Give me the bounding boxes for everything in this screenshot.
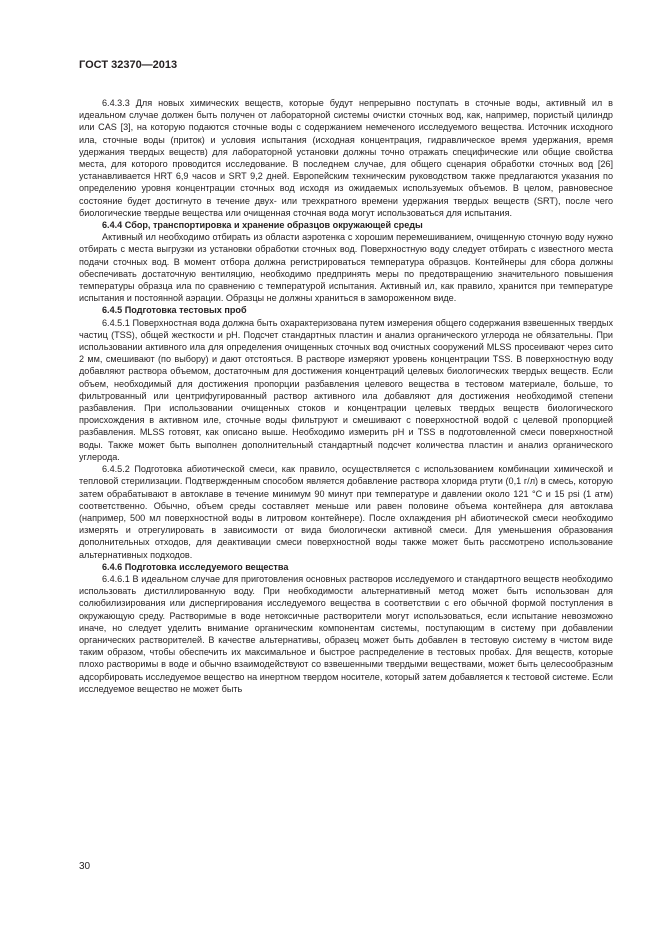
paragraph-6-4-6-1: 6.4.6.1 В идеальном случае для приготовления основных растворов исследуемого и стандартного веществ необходимо использовать дистиллированную воду. При необходимости альтернативный метод может быть использован для солюбилизирования или диспергирования исследуемого вещества в соответствии с его обычной формой поступления в окружающую среду. Растворимые в воде нетоксичные растворители могут использоваться, если испытание невозможно иначе, но следует уделить внимание органическим компонентам системы, поступающим в систему при добавлении органических растворителей. В качестве альтернативы, образец может быть добавлен в тестовую систему в чистом виде таким образом, чтобы обеспечить их максимальное и быстрое распределение в тестовых пробах. Для веществ, которые плохо растворимы в воде и обычно взаимодействуют со взвешенными твердыми веществами, может быть целесообразным адсорбировать исследуемое вещество на инертном твердом носителе, который затем добавляется к тестовой системе. Если исследуемое вещество не может быть <box>79 573 613 694</box>
paragraph-6-4-5-2: 6.4.5.2 Подготовка абиотической смеси, как правило, осуществляется с использованием комбинации химической и тепловой стерилизации. Подтвержденным способом является добавление раствора хлорида ртути (0,1 г/л) в смесь, которую затем обрабатывают в автоклаве в течение минимум 90 минут при температуре и давлении около 121 °С и 15 psi (1 атм) соответственно. Обычно, объем среды составляет меньше или равен половине объема контейнера для автоклава (например, 500 мл поверхностной воды в литровом контейнере). После охлаждения pH абиотической смеси необходимо измерять и отрегулировать в зависимости от вида биологически активной смеси. Для уменьшения образования дополнительных отходов, для деактивации смеси поверхностной воды также может быть рассмотрено использование альтернативных подходов. <box>79 464 613 560</box>
page-body <box>79 97 613 695</box>
heading-6-4-6: 6.4.6 Подготовка исследуемого вещества <box>102 561 289 572</box>
paragraph-6-4-4: Активный ил необходимо отбирать из области аэротенка с хорошим перемешиванием, очищенную сточную воду нужно отбирать с места выгрузки из установки обработки сточных вод. Поверхностную воду следует отбирать с известного места подачи сточных вод. В момент отбора должна регистрироваться температура образцов. Контейнеры для сбора должны обеспечивать достаточную вентиляцию, необходимо предпринять меры по предотвращению значительного повышения температуры образца ила по сравнению с температурой испытания. Активный ил, как правило, хранится при температуре испытания и постоянной аэрации. Образцы не должны храниться в замороженном виде. <box>79 232 613 304</box>
paragraph-6-4-5-1: 6.4.5.1 Поверхностная вода должна быть охарактеризована путем измерения общего содержания взвешенных твердых частиц (TSS), общей жесткости и pH. Подсчет стандартных пластин и анализ органического углерода не обязательны. При использовании активного ила для определения очищенных сточных вод очистных сооружений MLSS просеивают через сито 2 мм, смешивают (по выбору) и дают отстояться. В растворе измеряют уровень концентрации TSS. В поверхностную воду добавляют раствора объемом, достаточным для достижения концентраций целевых биологических твердых веществ. Если объем, необходимый для достижения пропорции разбавления целевого вещества в тестовом материале, больше, то фильтрованный или центрифугированный раствор активного ила добавляют для достижения необходимой степени разбавления. При использовании очищенных стоков и концентрации целевых твердых веществ биологического происхождения в активном иле, сточные воды фильтруют и смешивают с поверхностной водой с целевой пропорцией разбавления. MLSS готовят, как описано выше. Необходимо измерить pH и TSS в подготовленной смеси поверхностной воды. Также может быть выполнен дополнительный стандартный подсчет количества пластин и анализ органического углерода. <box>79 317 613 462</box>
page-footer <box>79 861 90 872</box>
page-number: 30 <box>79 861 91 872</box>
document-header <box>79 59 177 71</box>
heading-6-4-4: 6.4.4 Сбор, транспортировка и хранение образцов окружающей среды <box>102 220 423 231</box>
standard-number: ГОСТ 32370—2013 <box>79 59 178 71</box>
paragraph-6-4-3-3: 6.4.3.3 Для новых химических веществ, которые будут непрерывно поступать в сточные воды, активный ил в идеальном случае должен быть получен от лабораторной системы очистки сточных вод, как, например, пористый цилиндр или CAS [3], на которую подаются сточные воды с содержанием немеченого исследуемого вещества. Источник исходного ила, сточные воды (приток) и условия испытания (исходная концентрация, гидравлическое время удержания, время удержания твердых веществ) для лабораторной установки должны точно отражать специфические или общие свойства места, для которого проводится исследование. В последнем случае, для общего сценария обработки сточных вод [26] устанавливается HRT 6,9 часов и SRT 9,2 дней. Европейским техническим руководством также предлагаются указания по определению уровня концентрации сточных вод исходя из ожидаемых используемых объемов. В целом, равновесное состояние будет достигнуто в течение двух- или трехкратного времени удержания твердых веществ (SRT), после чего биологические твердые вещества или очищенная сточная вода могут использоваться для испытания. <box>79 98 613 218</box>
heading-6-4-5: 6.4.5 Подготовка тестовых проб <box>102 305 247 316</box>
